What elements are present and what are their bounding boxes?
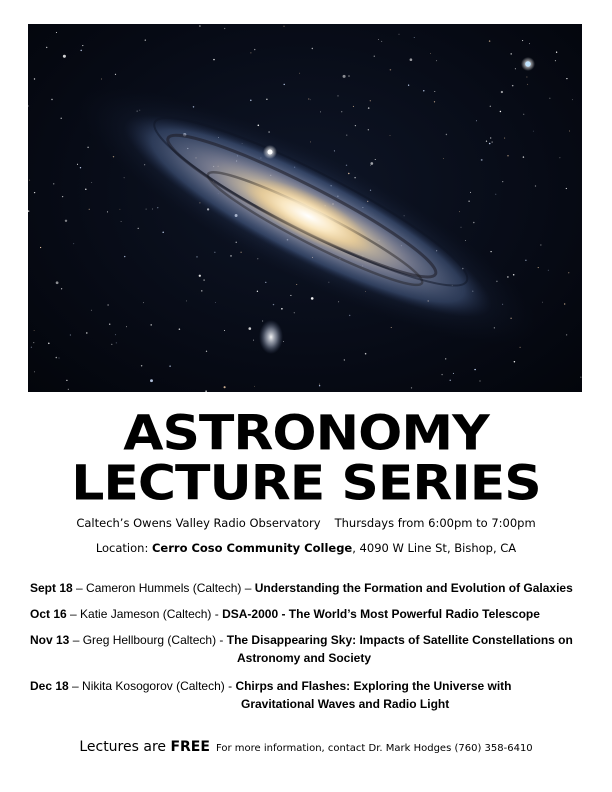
lecture-speaker: – Greg Hellbourg (Caltech) - (69, 633, 227, 647)
star (474, 369, 475, 370)
star (555, 60, 556, 61)
star (206, 351, 207, 352)
star (566, 334, 567, 335)
star (66, 380, 67, 381)
star (368, 107, 370, 109)
star (115, 334, 116, 335)
star (63, 55, 66, 58)
star (33, 342, 34, 343)
star (121, 221, 122, 222)
star (87, 147, 88, 148)
star (473, 222, 475, 224)
lecture-item (30, 605, 590, 623)
star (391, 327, 392, 328)
star (34, 78, 35, 79)
star (375, 159, 376, 160)
star (31, 347, 32, 348)
star (568, 272, 569, 273)
star (519, 347, 520, 348)
venue-name: Cerro Coso Community College (151, 541, 353, 555)
star (504, 138, 505, 139)
free-notice (79, 739, 210, 755)
star (141, 365, 142, 366)
star (109, 323, 110, 324)
star (523, 156, 524, 157)
star (213, 59, 214, 60)
star (480, 381, 481, 382)
star (214, 252, 215, 253)
star (73, 243, 74, 244)
star (434, 101, 435, 102)
star (540, 245, 541, 246)
star (337, 95, 338, 96)
star (29, 180, 30, 181)
star (201, 290, 202, 291)
star (399, 34, 400, 35)
star (501, 91, 503, 93)
lecture-date: Dec 18 (30, 679, 69, 693)
star (349, 315, 350, 316)
star (430, 53, 431, 54)
star (28, 210, 29, 211)
star (51, 99, 52, 100)
star (445, 358, 446, 359)
star (80, 167, 81, 168)
star (320, 111, 321, 112)
star (434, 91, 435, 92)
star (495, 194, 496, 195)
lecture-speaker: – Cameron Hummels (Caltech) – (72, 581, 255, 595)
star (319, 384, 320, 385)
star (355, 125, 356, 126)
star (514, 361, 515, 362)
star (522, 40, 523, 41)
star (312, 48, 313, 49)
location-line (0, 541, 612, 555)
star (311, 297, 314, 300)
star (515, 68, 516, 69)
star (569, 131, 570, 132)
star (381, 41, 382, 42)
star (179, 328, 181, 330)
title-line-1: ASTRONOMY (123, 406, 489, 462)
star (34, 330, 35, 331)
star (453, 373, 454, 374)
hero-galaxy-image (28, 24, 582, 392)
star (526, 77, 527, 78)
lecture-item (30, 579, 590, 597)
star (91, 310, 92, 311)
star (310, 141, 311, 142)
star (56, 32, 57, 33)
star (529, 43, 530, 44)
star (199, 275, 201, 277)
star (510, 53, 512, 55)
star (46, 47, 47, 48)
star (120, 209, 121, 210)
star (150, 324, 152, 326)
star (319, 385, 320, 386)
star (86, 332, 87, 333)
star (348, 75, 350, 77)
star (250, 100, 252, 102)
star (115, 74, 116, 75)
star (56, 357, 58, 359)
star (266, 99, 267, 100)
star (296, 284, 297, 285)
star (346, 165, 347, 166)
star (341, 111, 342, 112)
lecture-item (30, 631, 590, 667)
star (82, 45, 83, 46)
star (512, 85, 514, 87)
star (507, 155, 508, 156)
star (62, 196, 63, 197)
star (492, 142, 493, 143)
star (224, 330, 225, 331)
star (40, 247, 41, 248)
star (257, 291, 258, 292)
star (441, 374, 442, 375)
star (281, 308, 283, 310)
star (533, 131, 534, 132)
free-lead: Lectures are (79, 739, 171, 755)
star (450, 380, 451, 381)
star (143, 302, 144, 303)
lecture-title: Chirps and Flashes: Exploring the Universe with (235, 679, 512, 693)
star (28, 106, 29, 107)
star (513, 274, 515, 276)
star (65, 220, 67, 222)
star (283, 26, 284, 27)
lecture-title: The Disappearing Sky: Impacts of Satellite Constellations on (226, 633, 573, 647)
lecture-item (30, 677, 590, 713)
star (470, 192, 471, 193)
lecture-title-continued: Astronomy and Society (237, 651, 372, 665)
lecture-title-continued: Gravitational Waves and Radio Light (241, 697, 450, 711)
observatory-name: Caltech’s Owens Valley Radio Observatory (76, 516, 321, 530)
lecture-date: Nov 13 (30, 633, 70, 647)
star (535, 185, 536, 186)
star (556, 52, 557, 53)
star (253, 340, 254, 341)
star (145, 39, 146, 40)
galaxy-disk (53, 45, 564, 387)
star (262, 320, 263, 321)
star (107, 211, 108, 212)
star (468, 201, 469, 202)
star (199, 25, 201, 27)
star (527, 84, 528, 85)
star (481, 159, 483, 161)
star (111, 344, 112, 345)
star (414, 37, 415, 38)
lecture-title: Understanding the Formation and Evolution of Galaxies (254, 581, 573, 595)
satellite-galaxy (259, 320, 283, 354)
galaxy-illustration (28, 24, 582, 392)
free-word: FREE (170, 739, 210, 755)
star (273, 304, 274, 305)
star (490, 251, 491, 252)
star (443, 158, 444, 159)
star (85, 189, 87, 191)
star (572, 99, 573, 100)
star (138, 228, 139, 229)
star (56, 281, 59, 284)
star (230, 255, 232, 257)
star (410, 58, 413, 61)
star (91, 182, 92, 183)
star (299, 73, 300, 74)
star (124, 177, 125, 178)
star (559, 157, 560, 158)
star (411, 387, 412, 388)
star (378, 39, 379, 40)
star (564, 303, 565, 304)
star (423, 90, 424, 91)
star (34, 371, 35, 372)
star (353, 106, 354, 107)
star (124, 256, 125, 257)
lecture-speaker: – Katie Jameson (Caltech) - (66, 607, 223, 621)
star (77, 164, 78, 165)
star (186, 300, 187, 301)
star (250, 52, 251, 53)
star (489, 40, 490, 41)
star (196, 256, 197, 257)
star (157, 207, 158, 208)
star (294, 312, 295, 313)
star (500, 111, 501, 112)
star (162, 232, 164, 234)
star (542, 302, 543, 303)
star (290, 295, 291, 296)
star (152, 209, 153, 210)
star (408, 85, 409, 86)
star (490, 106, 491, 107)
star (344, 359, 345, 360)
star (146, 209, 147, 210)
star (489, 143, 491, 145)
lecture-date: Sept 18 (30, 581, 73, 595)
star (283, 341, 284, 342)
star (538, 267, 539, 268)
lecture-speaker: – Nikita Kosogorov (Caltech) - (68, 679, 236, 693)
star (580, 377, 581, 378)
star (169, 365, 171, 367)
star (436, 60, 437, 61)
star (107, 304, 108, 305)
star (89, 209, 90, 210)
star (215, 302, 216, 303)
star (390, 69, 392, 71)
title-line-2: LECTURE SERIES (71, 456, 541, 512)
star (101, 79, 102, 80)
star (203, 279, 204, 280)
star (310, 99, 311, 100)
star (343, 75, 346, 78)
star (126, 326, 127, 327)
star (374, 55, 375, 56)
star (476, 120, 477, 121)
star (566, 78, 567, 79)
star (61, 288, 62, 289)
star (308, 99, 309, 100)
star (34, 192, 35, 193)
star (61, 118, 62, 119)
schedule: Thursdays from 6:00pm to 7:00pm (334, 516, 536, 530)
lecture-date: Oct 16 (30, 607, 67, 621)
star (70, 334, 71, 335)
star (248, 327, 251, 330)
star (240, 252, 241, 253)
star (370, 100, 371, 101)
location-label: Location: (95, 541, 152, 555)
star (365, 353, 367, 355)
star (390, 135, 391, 136)
star (284, 84, 285, 85)
star (338, 301, 339, 302)
star (150, 379, 153, 382)
star (461, 227, 462, 228)
star (346, 135, 347, 136)
star (486, 141, 487, 142)
star (523, 114, 524, 115)
star (205, 390, 206, 391)
star (370, 162, 373, 165)
star (490, 137, 491, 138)
lecture-title: DSA-2000 - The World’s Most Powerful Radio Telescope (222, 607, 540, 621)
star (254, 386, 255, 387)
footer (0, 736, 612, 755)
star (224, 386, 226, 388)
star (370, 165, 371, 166)
star (459, 211, 460, 212)
star (525, 260, 526, 261)
star (549, 98, 550, 99)
star (265, 282, 266, 283)
star (68, 389, 69, 390)
venue-address: , 4090 W Line St, Bishop, CA (352, 541, 517, 555)
star (368, 129, 369, 130)
star (48, 343, 50, 345)
star (566, 188, 567, 189)
subtitle (0, 516, 612, 530)
star (53, 183, 54, 184)
star (59, 358, 60, 359)
star (254, 49, 255, 50)
star (502, 181, 503, 182)
star (116, 342, 117, 343)
contact-info: For more information, contact Dr. Mark Hodges (760) 358-6410 (215, 743, 533, 754)
star (80, 50, 82, 52)
star (224, 28, 225, 29)
star (446, 134, 447, 135)
star (548, 270, 549, 271)
star (334, 150, 335, 151)
